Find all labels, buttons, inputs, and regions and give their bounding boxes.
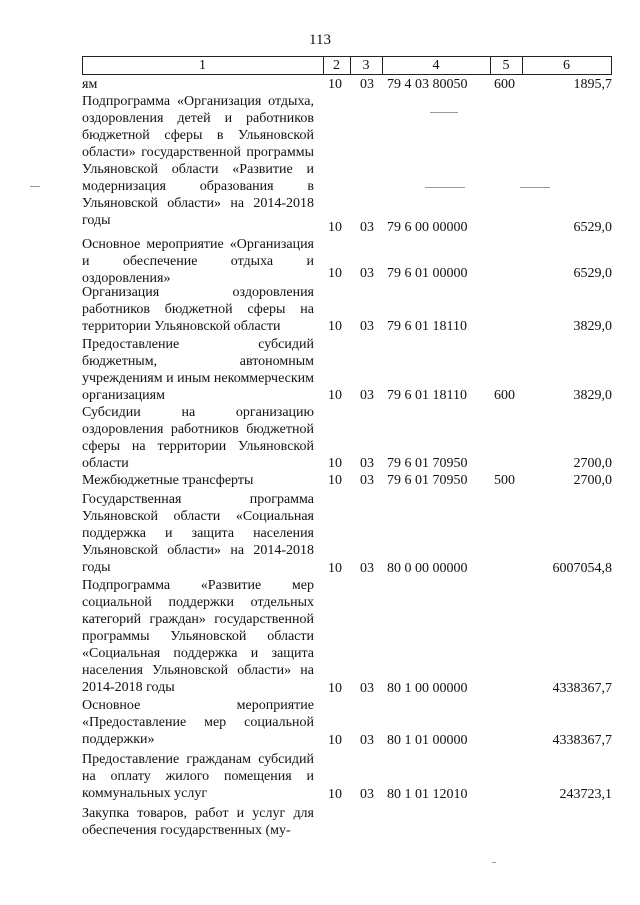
cell-target-code: 80 1 00 00000 (387, 681, 468, 696)
header-divider (611, 56, 612, 75)
row-name: Закупка товаров, работ и услуг для обеспечения государственных (му- (82, 806, 314, 838)
cell-target-code: 79 4 03 80050 (387, 77, 468, 92)
cell-amount: 1895,7 (573, 77, 612, 92)
table-row (82, 472, 612, 489)
cell-subsection: 03 (360, 388, 374, 403)
row-name: Подпрограмма «Развитие мер социальной поддержки отдельных категорий граждан» государственной программы Ульяновской области «Социальная поддержка и защита населения Ульяновской области» на 2014-2018 годы (82, 578, 314, 695)
header-bottom-rule (82, 74, 612, 75)
scan-speck (425, 187, 465, 188)
row-name: Межбюджетные трансферты (82, 473, 254, 488)
cell-subsection: 03 (360, 77, 374, 92)
cell-expense-type: 600 (494, 77, 515, 92)
cell-subsection: 03 (360, 561, 374, 576)
cell-section: 10 (328, 733, 342, 748)
page-number: 113 (309, 32, 331, 48)
table-row (82, 236, 612, 286)
cell-target-code: 80 1 01 00000 (387, 733, 468, 748)
cell-subsection: 03 (360, 787, 374, 802)
cell-subsection: 03 (360, 456, 374, 471)
cell-section: 10 (328, 787, 342, 802)
table-row (82, 404, 612, 472)
cell-section: 10 (328, 681, 342, 696)
table-row (82, 76, 612, 93)
cell-amount: 4338367,7 (552, 733, 612, 748)
cell-amount: 3829,0 (573, 319, 612, 334)
cell-target-code: 80 1 01 12010 (387, 787, 468, 802)
cell-section: 10 (328, 319, 342, 334)
scan-speck (520, 187, 550, 188)
cell-target-code: 79 6 01 70950 (387, 473, 468, 488)
table-row (82, 93, 612, 236)
cell-target-code: 79 6 01 18110 (387, 388, 467, 403)
column-header: 2 (333, 58, 340, 73)
table-row (82, 336, 612, 404)
cell-amount: 243723,1 (559, 787, 612, 802)
cell-amount: 6529,0 (573, 266, 612, 281)
row-name: ям (82, 77, 98, 92)
cell-section: 10 (328, 266, 342, 281)
cell-section: 10 (328, 220, 342, 235)
table-row (82, 751, 612, 803)
column-header: 6 (563, 58, 570, 73)
cell-target-code: 79 6 01 70950 (387, 456, 468, 471)
cell-section: 10 (328, 77, 342, 92)
column-header: 4 (432, 58, 440, 73)
cell-amount: 6007054,8 (552, 561, 612, 576)
column-header: 5 (502, 58, 510, 73)
cell-target-code: 79 6 01 00000 (387, 266, 468, 281)
cell-expense-type: 500 (494, 473, 515, 488)
cell-expense-type: 600 (494, 388, 515, 403)
cell-target-code: 79 6 00 00000 (387, 220, 468, 235)
row-name: Основное мероприятие «Предоставление мер социальной поддержки» (82, 698, 314, 747)
cell-subsection: 03 (360, 473, 374, 488)
cell-target-code: 80 0 00 00000 (387, 561, 468, 576)
row-name: Основное мероприятие «Организация и обеспечение отдыха и оздоровления» (82, 237, 314, 286)
cell-section: 10 (328, 561, 342, 576)
row-name: Предоставление субсидий бюджетным, автономным учреждениям и иным некоммерческим организациям (82, 337, 314, 403)
row-name: Государственная программа Ульяновской области «Социальная поддержка и защита населения Ульяновской области» на 2014-2018 годы (82, 492, 314, 575)
row-name: Субсидии на организацию оздоровления работников бюджетной сферы на территории Ульяновской области (82, 405, 314, 471)
table-row (82, 284, 612, 336)
cell-amount: 6529,0 (573, 220, 612, 235)
cell-subsection: 03 (360, 319, 374, 334)
cell-subsection: 03 (360, 266, 374, 281)
cell-amount: 2700,0 (573, 473, 612, 488)
cell-section: 10 (328, 473, 342, 488)
cell-amount: 4338367,7 (552, 681, 612, 696)
cell-amount: 2700,0 (573, 456, 612, 471)
scan-speck (492, 862, 496, 863)
table-row (82, 805, 612, 841)
row-name: Организация оздоровления работников бюджетной сферы на территории Ульяновской области (82, 285, 314, 334)
cell-target-code: 79 6 01 18110 (387, 319, 467, 334)
cell-subsection: 03 (360, 220, 374, 235)
table-row (82, 491, 612, 577)
table-row (82, 577, 612, 697)
cell-amount: 3829,0 (573, 388, 612, 403)
cell-subsection: 03 (360, 681, 374, 696)
cell-section: 10 (328, 388, 342, 403)
scan-speck (30, 186, 40, 187)
scan-speck (430, 112, 458, 113)
cell-section: 10 (328, 456, 342, 471)
column-header: 3 (362, 58, 370, 73)
row-name: Подпрограмма «Организация отдыха, оздоровления детей и работников бюджетной сферы в Ульяновской области» государственной программы Ульяновской области «Развитие и модернизация образования в Ульяновской области» на 2014-2018 годы (82, 94, 314, 228)
column-header: 1 (199, 58, 206, 73)
table-row (82, 697, 612, 749)
cell-subsection: 03 (360, 733, 374, 748)
row-name: Предоставление гражданам субсидий на оплату жилого помещения и коммунальных услуг (82, 752, 314, 801)
